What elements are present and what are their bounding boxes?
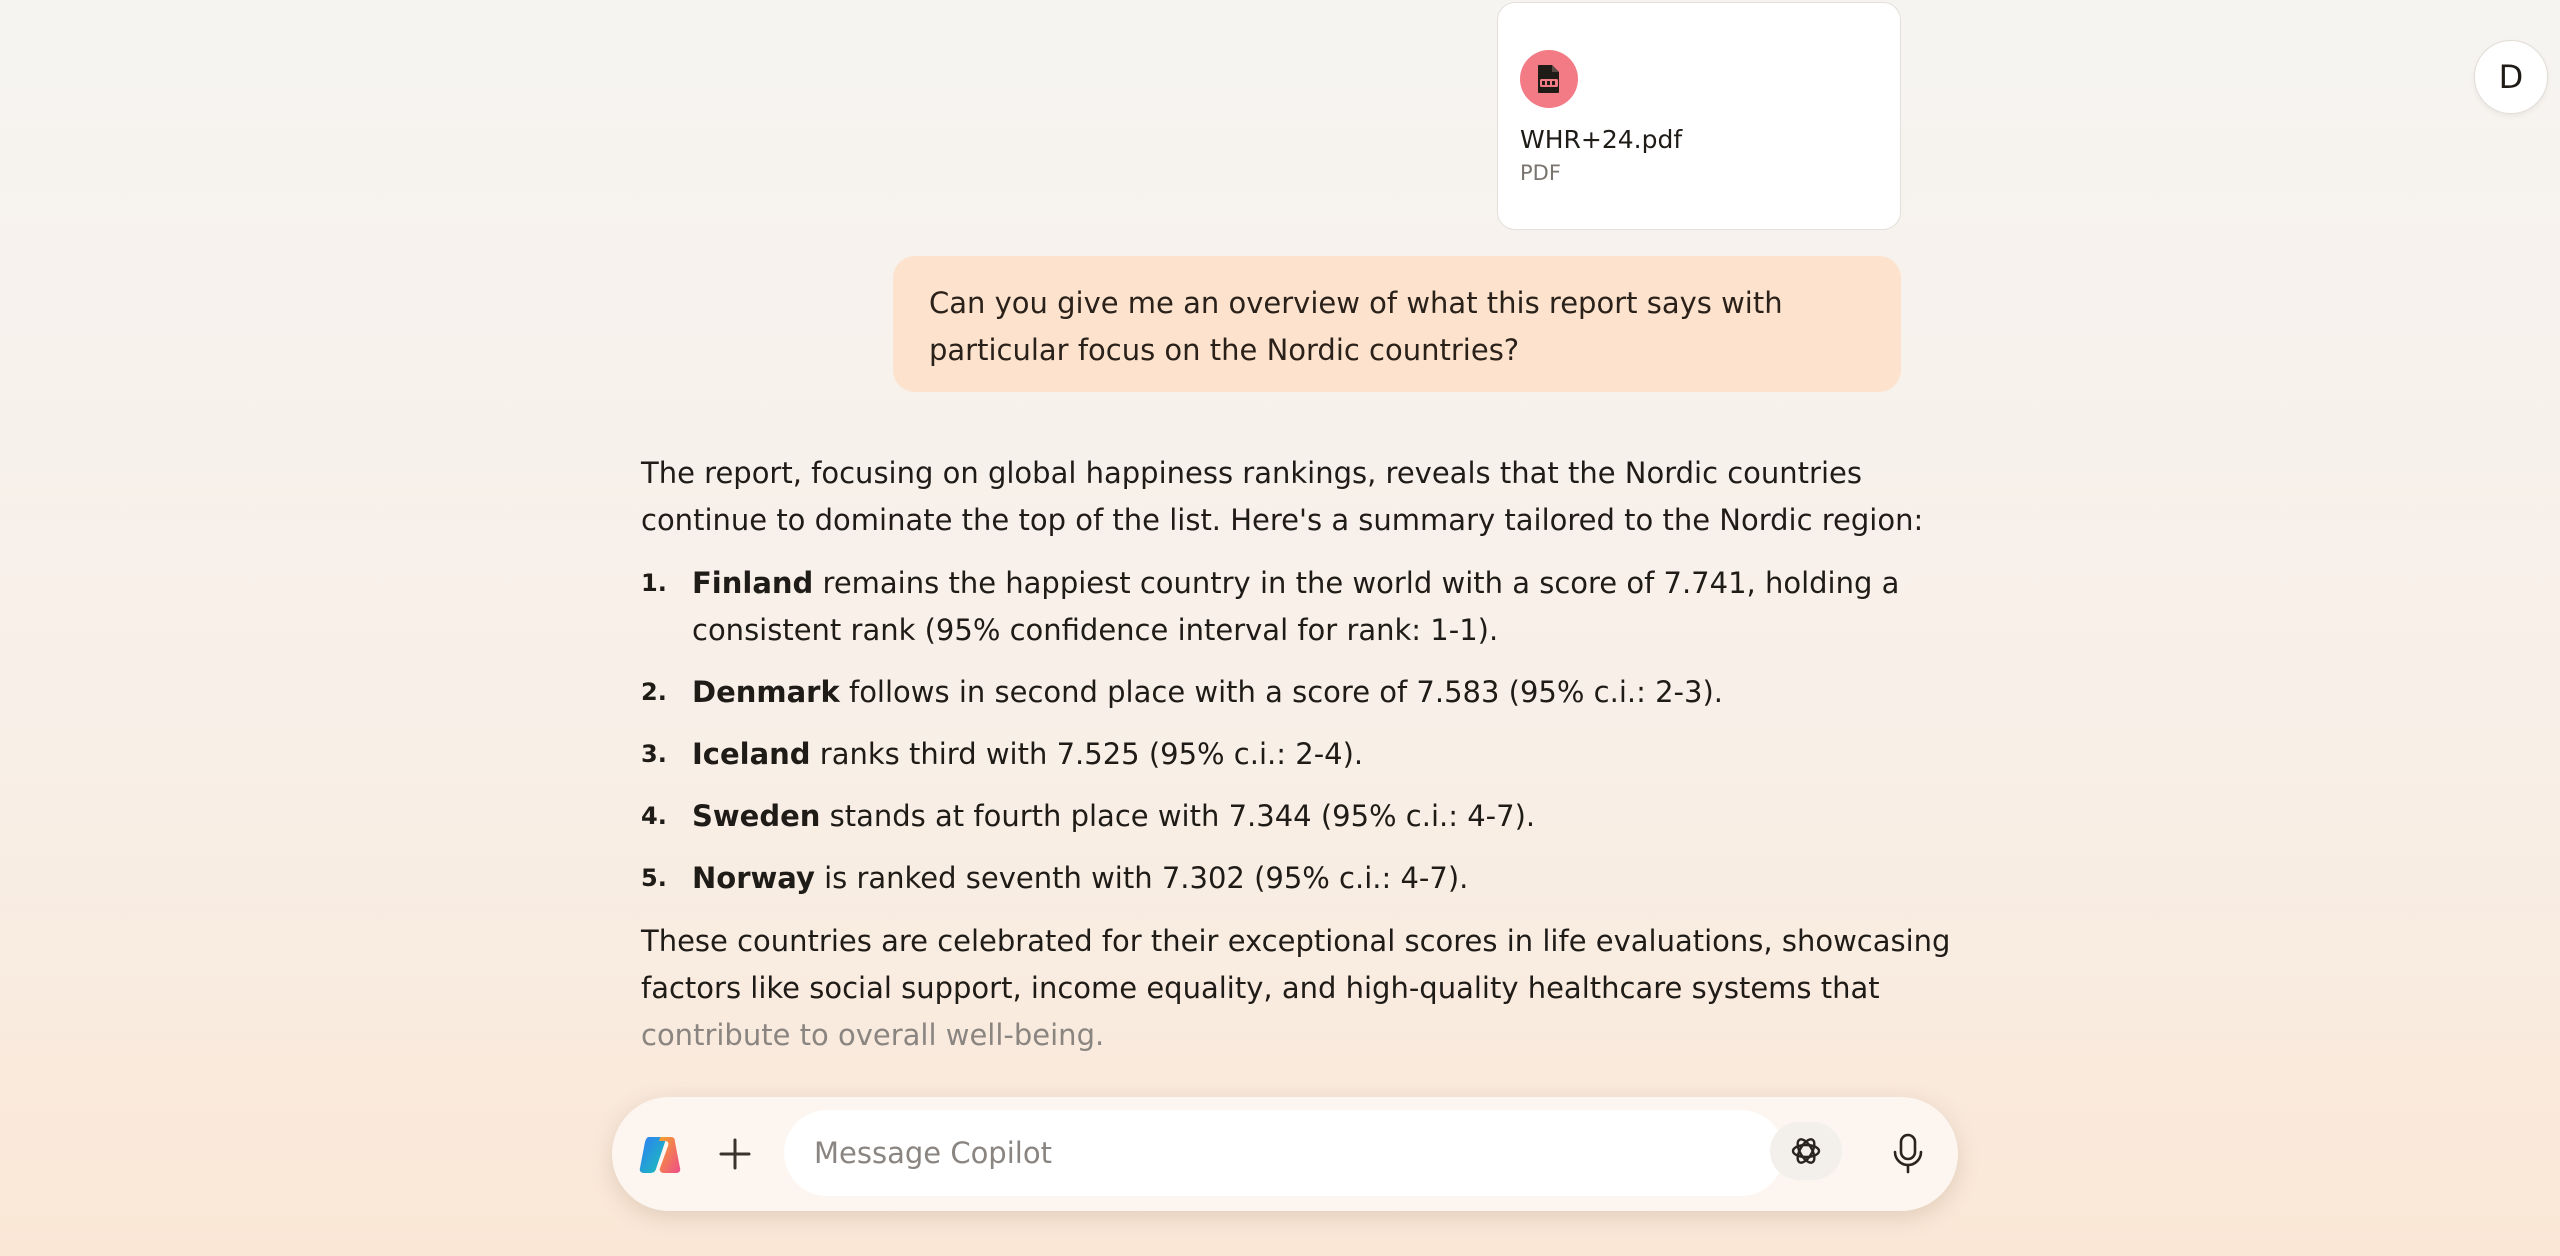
list-item-number: 1.	[641, 569, 667, 597]
list-item	[641, 669, 1911, 716]
list-item-text: ranks third with 7.525 (95% c.i.: 2-4).	[810, 737, 1364, 771]
plus-icon	[717, 1136, 753, 1172]
message-composer	[612, 1097, 1958, 1211]
list-item-text: remains the happiest country in the world with a score of 7.741, holding a	[813, 566, 1900, 600]
pdf-file-glyph	[1536, 64, 1562, 94]
think-deeper-button[interactable]	[1770, 1122, 1842, 1180]
list-item-country: Norway	[692, 861, 815, 895]
list-item-text: is ranked seventh with 7.302 (95% c.i.: 4-7).	[814, 861, 1469, 895]
list-item	[641, 731, 1911, 778]
list-item	[641, 855, 1911, 902]
user-avatar[interactable]: D	[2474, 40, 2548, 114]
user-message-text: Can you give me an overview of what this report says with particular focus on the Nordic countries?	[929, 286, 1783, 367]
list-item-country: Finland	[692, 566, 814, 600]
assistant-response	[641, 450, 1951, 1059]
list-item	[641, 793, 1911, 840]
user-message-bubble	[893, 256, 1901, 392]
response-intro-line-1: The report, focusing on global happiness rankings, reveals that the Nordic countries	[641, 456, 1862, 490]
copilot-logo-glyph	[639, 1135, 683, 1175]
list-item-text: stands at fourth place with 7.344 (95% c.i.: 4-7).	[820, 799, 1536, 833]
message-input[interactable]	[784, 1110, 1784, 1196]
list-item-country: Denmark	[692, 675, 840, 709]
copilot-logo-icon[interactable]	[639, 1135, 683, 1175]
list-item-number: 4.	[641, 802, 667, 830]
list-item	[641, 560, 1911, 654]
think-deeper-icon	[1790, 1135, 1822, 1167]
microphone-icon	[1891, 1133, 1925, 1175]
list-item-country: Iceland	[692, 737, 811, 771]
list-item-text: follows in second place with a score of 7.583 (95% c.i.: 2-3).	[839, 675, 1723, 709]
response-outro-faded-text: contribute to overall well-being.	[641, 1018, 1105, 1052]
add-attachment-button[interactable]	[705, 1124, 765, 1184]
response-outro-line-3	[641, 1012, 1911, 1059]
microphone-button[interactable]	[1878, 1124, 1938, 1184]
list-item-number: 5.	[641, 864, 667, 892]
response-outro-line-1: These countries are celebrated for their exceptional scores in life evaluations, showcasing	[641, 924, 1951, 958]
list-item-number: 2.	[641, 678, 667, 706]
attachment-file-name: WHR+24.pdf	[1520, 125, 1683, 154]
attachment-card[interactable]	[1497, 2, 1901, 230]
pdf-file-icon	[1520, 50, 1578, 108]
list-item-number: 3.	[641, 740, 667, 768]
nordic-ranking-list	[641, 560, 1911, 902]
list-item-text-line-2: consistent rank (95% confidence interval for rank: 1-1).	[692, 613, 1499, 647]
attachment-file-type: PDF	[1520, 161, 1561, 185]
response-intro-line-2: continue to dominate the top of the list. Here's a summary tailored to the Nordic region:	[641, 503, 1924, 537]
response-outro-line-2: factors like social support, income equality, and high-quality healthcare systems that	[641, 971, 1880, 1005]
list-item-country: Sweden	[692, 799, 821, 833]
